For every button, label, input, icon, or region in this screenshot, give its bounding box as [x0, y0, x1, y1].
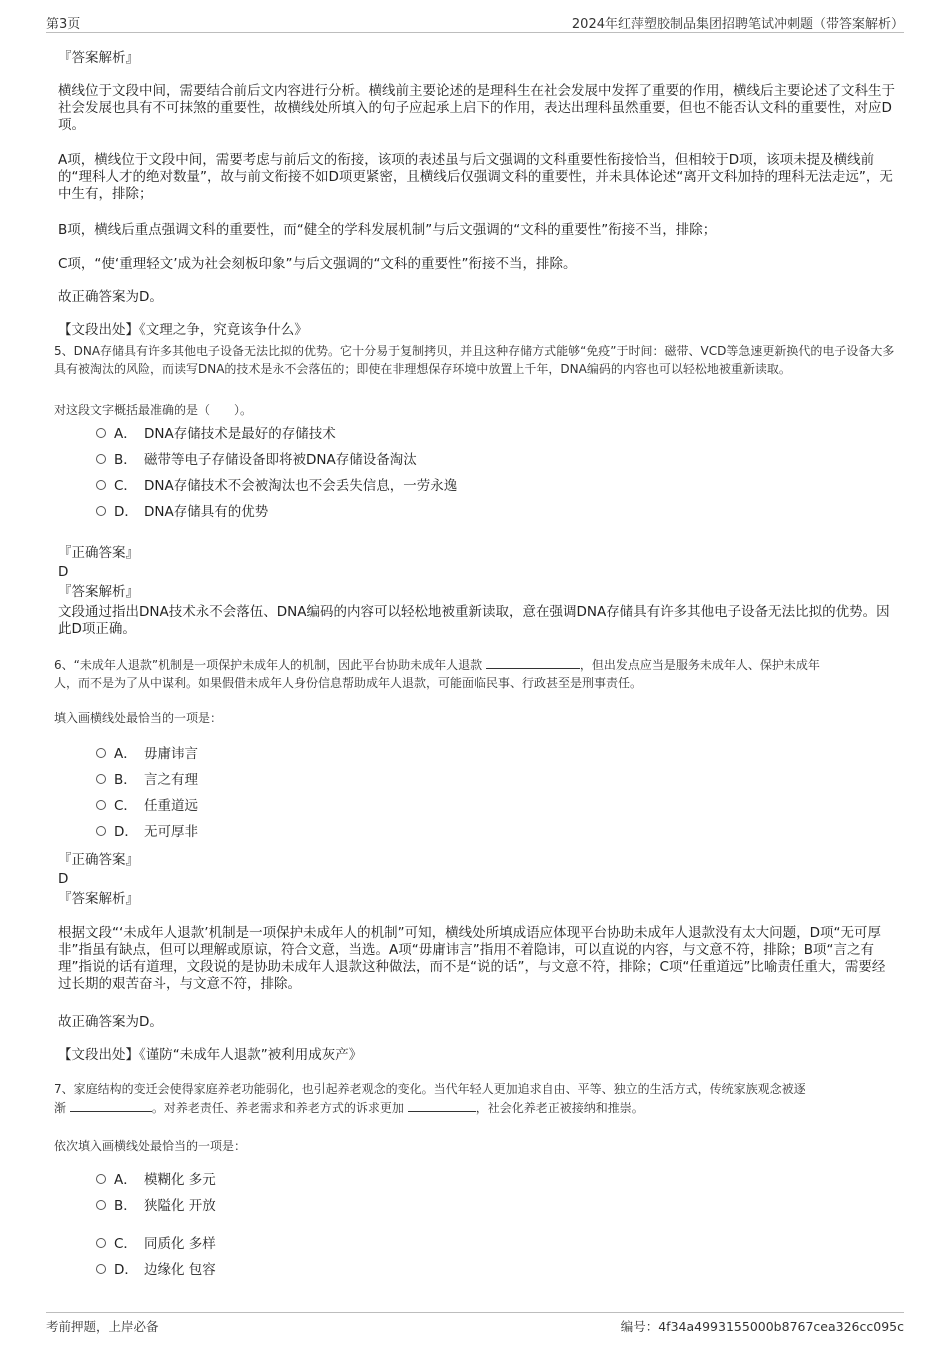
q7-option-a[interactable]: A． 模糊化 多元	[96, 1171, 216, 1189]
q6-option-b[interactable]: B． 言之有理	[96, 771, 198, 789]
document-title: 2024年红萍塑胶制品集团招聘笔试冲刺题（带答案解析）	[571, 17, 904, 32]
radio-icon[interactable]	[96, 800, 106, 810]
q6-option-d[interactable]: D． 无可厚非	[96, 823, 198, 841]
q7-prompt: 依次填入画横线处最恰当的一项是：	[54, 1139, 247, 1153]
q7-stem: 7、家庭结构的变迁会使得家庭养老功能弱化，也引起养老观念的变化。当代年轻人更加追求自由、平等、独立的生活方式，传统家族观念被逐 渐 。对养老责任、养老需求和养老方式的诉求更加 ，社会化养老正被接纳和推崇。	[54, 1082, 806, 1115]
q6-option-a[interactable]: A． 毋庸讳言	[96, 745, 198, 763]
q6-answer: D	[58, 871, 69, 887]
q4-analysis-p2: A项，横线位于文段中间，需要考虑与前后文的衔接，该项的表述虽与后文强调的文科重要性衔接恰当，但相较于D项，该项未提及横线前的“理科人才的绝对数量”，故与前文衔接不如D项更紧密，且横线后仅强调文科的重要性，并未具体论述“离开文科加持的理科无法走远”，无中生有，排除；	[58, 152, 893, 202]
footer-slogan: 考前押题，上岸必备	[46, 1319, 159, 1334]
q5-prompt: 对这段文字概括最准确的是（ ）。	[54, 403, 253, 417]
q6-option-c[interactable]: C． 任重道远	[96, 797, 198, 815]
q7-blank-2	[408, 1099, 476, 1112]
q5-option-d[interactable]: D． DNA存储具有的优势	[96, 503, 268, 521]
radio-icon[interactable]	[96, 454, 106, 464]
q6-source: 【文段出处】《谨防“未成年人退款”被利用成灰产》	[58, 1047, 363, 1063]
q5-option-c[interactable]: C． DNA存储技术不会被淘汰也不会丢失信息，一劳永逸	[96, 477, 457, 495]
q6-answer-label: 『正确答案』	[58, 852, 139, 868]
q7-blank-1	[70, 1099, 152, 1112]
radio-icon[interactable]	[96, 1174, 106, 1184]
q6-analysis-label: 『答案解析』	[58, 891, 139, 907]
q5-option-b[interactable]: B． 磁带等电子存储设备即将被DNA存储设备淘汰	[96, 451, 417, 469]
page-number: 第3页	[46, 17, 81, 32]
q5-stem: 5、DNA存储具有许多其他电子设备无法比拟的优势。它十分易于复制拷贝，并且这种存储方式能够“免疫”于时间：磁带、VCD等急速更新换代的电子设备大多具有被淘汰的风险，而读写DNA的技术是永不会落伍的；即使在非理想保存环境中放置上千年，DNA编码的内容也可以轻松地被重新读取。	[54, 344, 895, 376]
radio-icon[interactable]	[96, 1200, 106, 1210]
q6-analysis: 根据文段“‘未成年人退款’机制是一项保护未成年人的机制”可知，横线处所填成语应体现平台协助未成年人退款没有太大问题，D项“无可厚非”指虽有缺点，但可以理解或原谅，符合文意，当选。A项“毋庸讳言”指用不着隐讳，可以直说的内容，与文意不符，排除；B项“言之有理”指说的话有道理，文段说的是协助未成年人退款这种做法，而不是“说的话”，与文意不符，排除；C项“任重道远”比喻责任重大，需要经过长期的艰苦奋斗，与文意不符，排除。	[58, 925, 886, 992]
q7-option-c[interactable]: C． 同质化 多样	[96, 1235, 216, 1253]
q4-source: 【文段出处】《文理之争，究竟该争什么》	[58, 322, 308, 338]
radio-icon[interactable]	[96, 1238, 106, 1248]
radio-icon[interactable]	[96, 428, 106, 438]
q5-option-a[interactable]: A． DNA存储技术是最好的存储技术	[96, 425, 336, 443]
q4-analysis-p1: 横线位于文段中间，需要结合前后文内容进行分析。横线前主要论述的是理科生在社会发展中发挥了重要的作用，横线后主要论述了文科生于社会发展也具有不可抹煞的重要性，故横线处所填入的句子应起承上启下的作用，表达出理科虽然重要，但也不能否认文科的重要性，对应D项。	[58, 83, 895, 133]
q6-conclusion: 故正确答案为D。	[58, 1014, 163, 1030]
q4-analysis-p4: C项，“使‘重理轻文’成为社会刻板印象”与后文强调的“文科的重要性”衔接不当，排除。	[58, 256, 577, 272]
radio-icon[interactable]	[96, 1264, 106, 1274]
q5-analysis-label: 『答案解析』	[58, 584, 139, 600]
radio-icon[interactable]	[96, 826, 106, 836]
q5-answer: D	[58, 564, 69, 580]
q7-option-d[interactable]: D． 边缘化 包容	[96, 1261, 216, 1279]
page-header	[46, 10, 904, 33]
radio-icon[interactable]	[96, 774, 106, 784]
radio-icon[interactable]	[96, 506, 106, 516]
q4-analysis-p3: B项，横线后重点强调文科的重要性，而“健全的学科发展机制”与后文强调的“文科的重要性”衔接不当，排除；	[58, 222, 717, 238]
document-id: 编号：4f34a4993155000b8767cea326cc095c	[620, 1319, 904, 1334]
q5-answer-label: 『正确答案』	[58, 545, 139, 561]
q5-analysis: 文段通过指出DNA技术永不会落伍、DNA编码的内容可以轻松地被重新读取，意在强调DNA存储具有许多其他电子设备无法比拟的优势。因此D项正确。	[58, 604, 890, 637]
q4-conclusion: 故正确答案为D。	[58, 289, 163, 305]
q6-prompt: 填入画横线处最恰当的一项是：	[54, 711, 223, 725]
q6-blank	[486, 656, 580, 669]
page-footer	[46, 1312, 904, 1337]
q7-option-b[interactable]: B． 狭隘化 开放	[96, 1197, 216, 1215]
radio-icon[interactable]	[96, 748, 106, 758]
q4-analysis-label: 『答案解析』	[58, 50, 139, 66]
radio-icon[interactable]	[96, 480, 106, 490]
q6-stem: 6、“未成年人退款”机制是一项保护未成年人的机制，因此平台协助未成年人退款 ，但出发点应当是服务未成年人、保护未成年 人，而不是为了从中谋利。如果假借未成年人身份信息帮助成年人退款，可能面临民事、行政甚至是刑事责任。	[54, 658, 820, 690]
